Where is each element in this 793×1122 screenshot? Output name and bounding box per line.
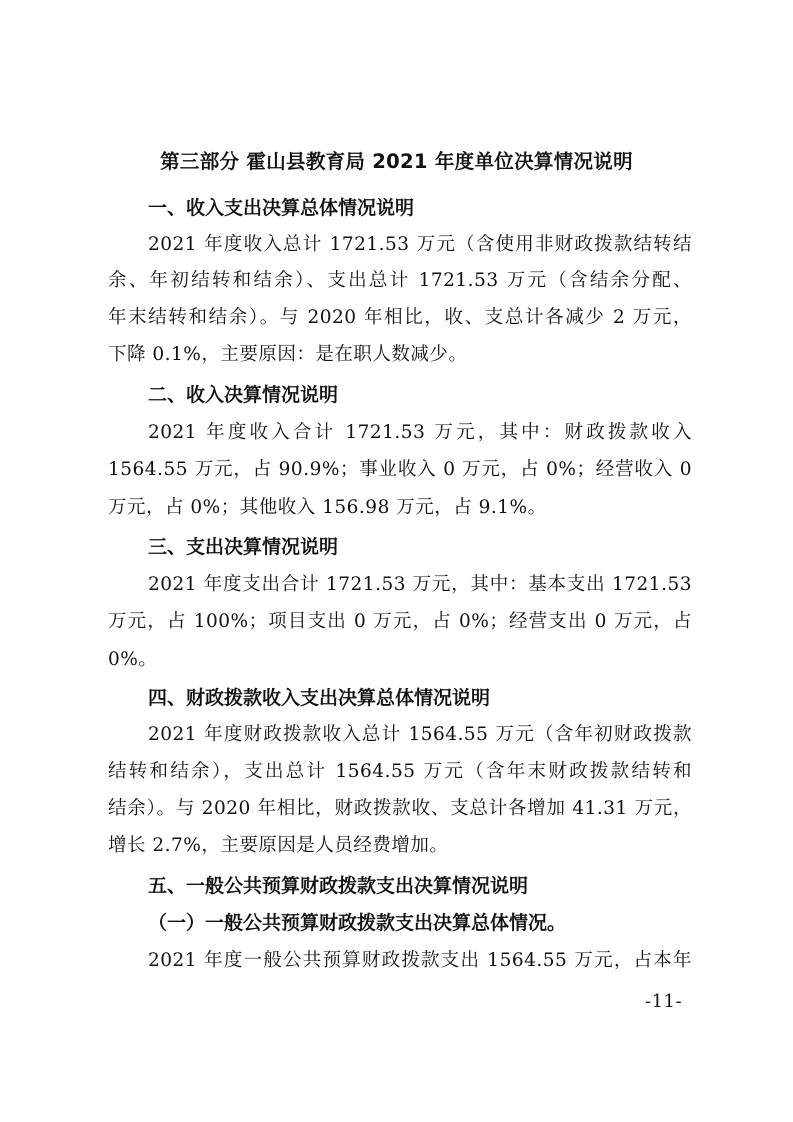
section-5-subheading: （一）一般公共预算财政拨款支出决算总体情况。 bbox=[148, 912, 567, 934]
section-1-line-4: 下降 0.1%，主要原因：是在职人数减少。 bbox=[108, 344, 468, 365]
section-1-line-2: 余、年初结转和结余）、支出总计 1721.53 万元（含结余分配、 bbox=[108, 270, 692, 291]
section-3-line-1: 2021 年度支出合计 1721.53 万元，其中：基本支出 1721.53 bbox=[148, 574, 692, 595]
section-2-heading: 二、收入决算情况说明 bbox=[148, 384, 339, 406]
section-3-line-3: 0%。 bbox=[108, 649, 158, 670]
section-4-line-4: 增长 2.7%，主要原因是人员经费增加。 bbox=[108, 835, 449, 856]
section-4-line-1: 2021 年度财政拨款收入总计 1564.55 万元（含年初财政拨款 bbox=[148, 724, 692, 745]
section-1-line-3: 年末结转和结余）。与 2020 年相比，收、支总计各减少 2 万元， bbox=[108, 307, 692, 328]
section-4-line-3: 结余）。与 2020 年相比，财政拨款收、支总计各增加 41.31 万元， bbox=[108, 798, 692, 819]
section-1-heading: 一、收入支出决算总体情况说明 bbox=[148, 197, 415, 219]
section-4-heading: 四、财政拨款收入支出决算总体情况说明 bbox=[148, 687, 491, 709]
section-1-line-1: 2021 年度收入总计 1721.53 万元（含使用非财政拨款结转结 bbox=[148, 234, 692, 255]
section-5-line-1: 2021 年度一般公共预算财政拨款支出 1564.55 万元，占本年 bbox=[148, 950, 692, 971]
section-5-heading: 五、一般公共预算财政拨款支出决算情况说明 bbox=[148, 875, 529, 897]
section-2-line-2: 1564.55 万元，占 90.9%；事业收入 0 万元，占 0%；经营收入 0 bbox=[108, 459, 692, 480]
section-2-line-3: 万元，占 0%；其他收入 156.98 万元，占 9.1%。 bbox=[108, 497, 547, 518]
section-2-line-1: 2021 年度收入合计 1721.53 万元，其中：财政拨款收入 bbox=[148, 422, 692, 443]
section-4-line-2: 结转和结余），支出总计 1564.55 万元（含年末财政拨款结转和 bbox=[108, 761, 692, 782]
section-3-line-2: 万元，占 100%；项目支出 0 万元，占 0%；经营支出 0 万元，占 bbox=[108, 611, 692, 632]
page-number: -11- bbox=[645, 991, 683, 1012]
section-3-heading: 三、支出决算情况说明 bbox=[148, 536, 339, 558]
page-title: 第三部分 霍山县教育局 2021 年度单位决算情况说明 bbox=[160, 150, 633, 173]
